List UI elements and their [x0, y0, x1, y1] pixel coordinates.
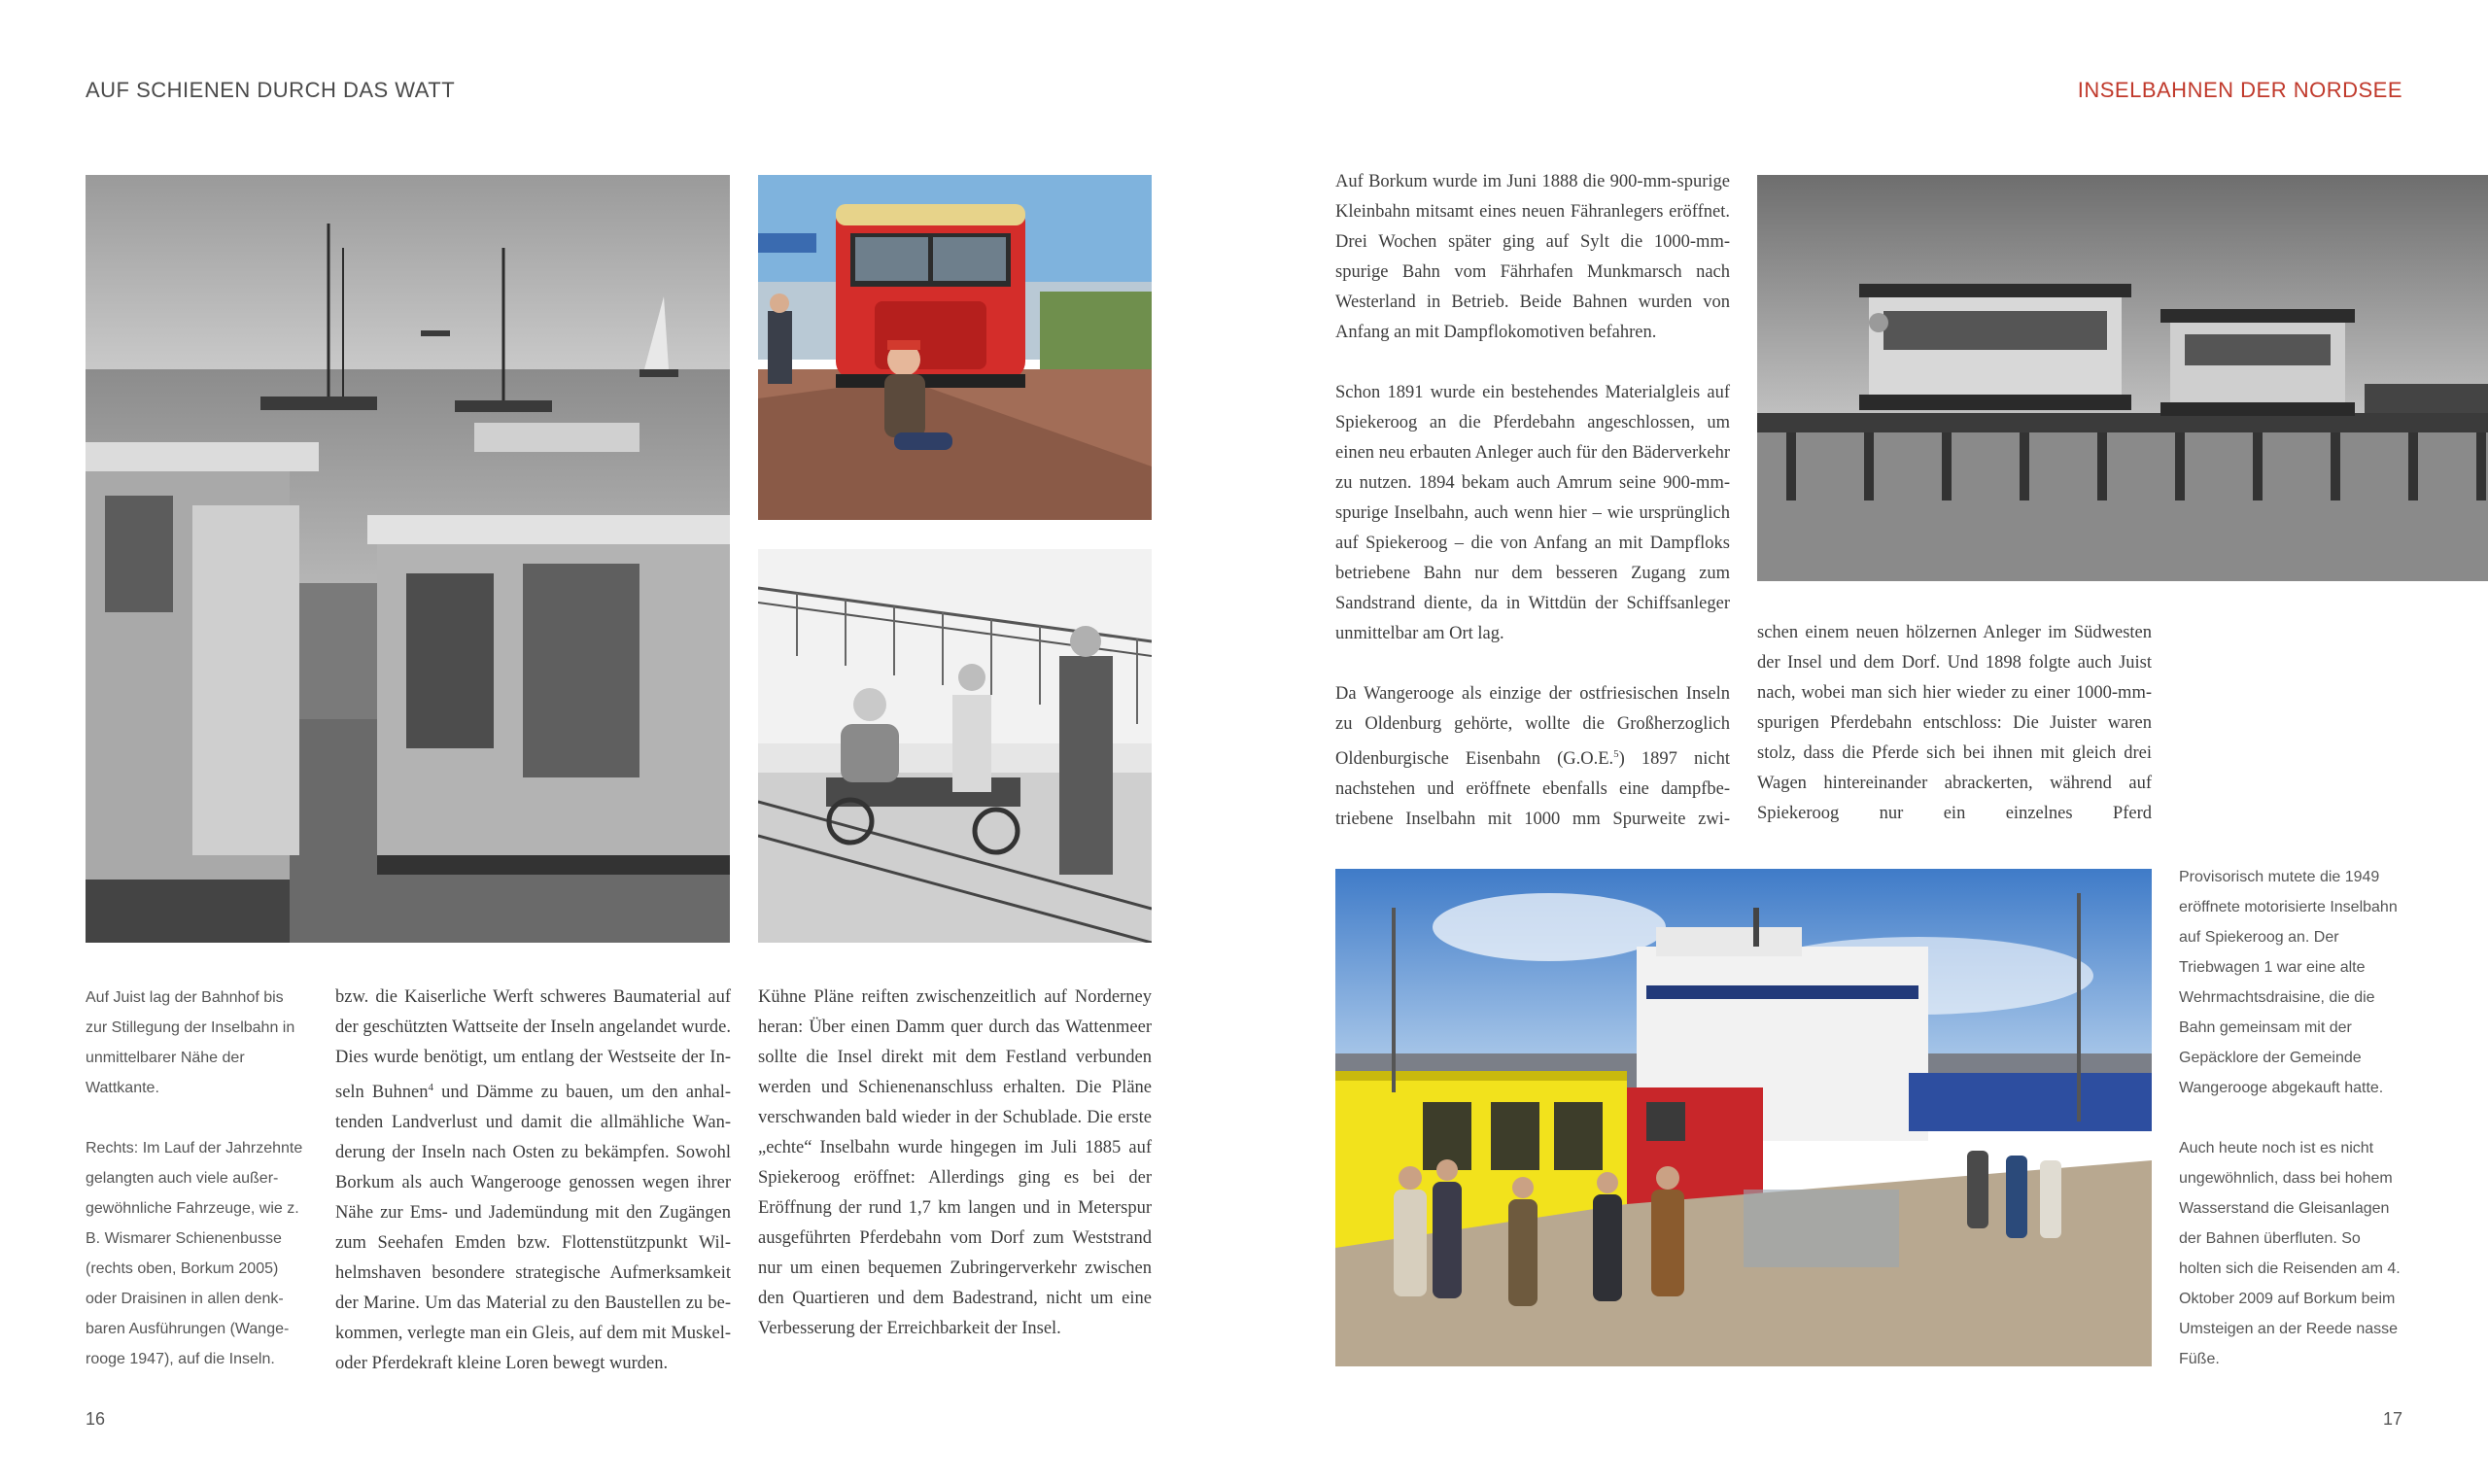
caption-flooding: Auch heute noch ist es nicht ungewöhnlich, dass bei hohem Wasserstand die Gleisanlagen der Bahnen überfluten. So holten sich die Reisenden am 4. Oktober 2009 auf Borkum beim Umsteigen an der Reede nasse Füße.	[2179, 1140, 2401, 1367]
caption-vehicles: Rechts: Im Lauf der Jahrzehnte gelangten auch viele außergewöhnliche Fahrzeuge, wie z. B. Wismarer Schienenbusse (rechts oben, Borkum 2005) oder Draisinen in allen denkbaren Ausführungen (Wangerooge 1947), auf die Inseln.	[86, 1140, 303, 1367]
paragraph-wangerooge: Da Wangerooge als einzige der ostfriesischen Inseln zu Oldenburg gehörte, wollte die Großherzoglich Oldenburgische Eisenbahn (G.O.E.$^5$) 1897 nicht nachstehen und eröffnete ebenfalls eine dampfbetriebene Inselbahn mit 1000 mm Spurweite zwi-	[1335, 684, 1731, 830]
text-column-2	[335, 983, 731, 1379]
page-number-right: 17	[2382, 1409, 2402, 1429]
bw-photo-draisine-icon	[758, 549, 1152, 943]
text-column-right-1	[1335, 167, 1730, 835]
running-head-left: AUF SCHIENEN DURCH DAS WATT	[86, 78, 456, 102]
color-photo-red-railbus-icon	[758, 175, 1152, 520]
text-column-3	[758, 983, 1152, 1344]
photo-ferry-borkum-reede	[1335, 869, 2152, 1366]
paragraph-borkum: Auf Borkum wurde im Juni 1888 die 900-mm-spurige Kleinbahn mitsamt eines neuen Fähranlegers eröffnet. Drei Wochen später ging auf Sylt die 1000-mm-spurige Bahn vom Fährhafen Munkmarsch nach Westerland in Betrieb. Beide Bahnen wurden von Anfang an mit Dampflokomotiven befahren.	[1335, 172, 1730, 342]
page-number-left: 16	[86, 1409, 106, 1429]
photo-wangerooge-draisine	[758, 549, 1152, 943]
paragraph-norderney: Kühne Pläne reiften zwischenzeitlich auf Norderney heran: Über einen Damm quer durch das Wattenmeer sollte die Insel direkt mit dem Festland verbunden werden und Schienenanschluss erhalten. Die Pläne verschwanden bald wieder in der Schublade. Die erste „echte“ Inselbahn wurde hingegen im Juli 1885 auf Spiekeroog eröffnet: Allerdings ging es bei der Eröffnung der rund 1,7 km langen und in Meterspur ausgeführten Pferdebahn vom Dorf zum Weststrand nur um einen bequemen Zubringerverkehr zwischen den Quartieren und dem Badestrand, nicht um eine Verbesserung der Erreichbarkeit der Insel.	[758, 987, 1152, 1338]
photo-juist-horse-tram	[86, 175, 730, 943]
text-column-right-2	[1757, 618, 2152, 829]
caption-right	[2179, 862, 2404, 1404]
paragraph-material: bzw. die Kaiserliche Werft schweres Baumaterial auf der geschützten Wattseite der Inseln angelandet wurde. Dies wurde benötigt, um entlang der Westseite der Inseln Buhnen$^4$ und Dämme zu bauen, um den anhaltenden Landverlust und damit die allmähliche Wanderung der Inseln nach Osten zu bekämpfen. Sowohl Borkum als auch Wangerooge genossen wegen ihrer Nähe zur Ems- und Jademündung mit den Zugängen zum Seehafen Emden bzw. Flottenstützpunkt Wilhelmshaven besondere strategische Aufmerksamkeit der Marine. Um das Material zu den Baustellen zu bekommen, verlegte man ein Gleis, auf dem mit Muskel- oder Pferdekraft kleine Loren bewegt wurden.	[335, 987, 732, 1374]
color-photo-ferry-trains-icon	[1335, 869, 2152, 1366]
bw-photo-horse-tram-icon	[86, 175, 730, 943]
photo-borkum-railbus	[758, 175, 1152, 520]
caption-left	[86, 983, 304, 1404]
running-head-right: INSELBAHNEN DER NORDSEE	[2077, 78, 2402, 102]
paragraph-spiekeroog-amrum: Schon 1891 wurde ein bestehendes Materialgleis auf Spiekeroog an die Pferdebahn angeschlossen, um einen neu erbauten Anleger auch für den Bäderverkehr zu nutzen. 1894 bekam auch Amrum seine 900-mm-spurige Inselbahn, auch wenn hier – wie ursprünglich auf Spiekeroog – die von Anfang an mit Dampfloks betriebene Bahn nur dem besseren Zugang zum Sandstrand diente, da in Wittdün der Schiffsanleger unmittelbar am Ort lag.	[1335, 383, 1730, 643]
bw-photo-pier-train-icon	[1757, 175, 2488, 581]
paragraph-juist-horse-tram: schen einem neuen hölzernen Anleger im Südwesten der Insel und dem Dorf. Und 1898 folgte auch Juist nach, wobei man sich hier wieder zu einer 1000-mm-spurigen Pferdebahn entschloss: Die Juister waren stolz, dass die Pferde sich bei ihnen mit gleich drei Wagen hintereinander abrackerten, während auf Spiekeroog nur ein einzelnes Pferd	[1757, 623, 2152, 823]
caption-juist: Auf Juist lag der Bahnhof bis zur Stillegung der Inselbahn in unmittelbarer Nähe der Wattkante.	[86, 989, 295, 1096]
caption-spiekeroog-draisine: Provisorisch mutete die 1949 eröffnete motorisierte Inselbahn auf Spiekeroog an. Der Triebwagen 1 war eine alte Wehrmachtsdraisine, die die Bahn gemeinsam mit der Gepäcklore der Gemeinde Wangerooge abgekauft hatte.	[2179, 869, 2398, 1096]
photo-train-on-pier	[1757, 175, 2488, 581]
